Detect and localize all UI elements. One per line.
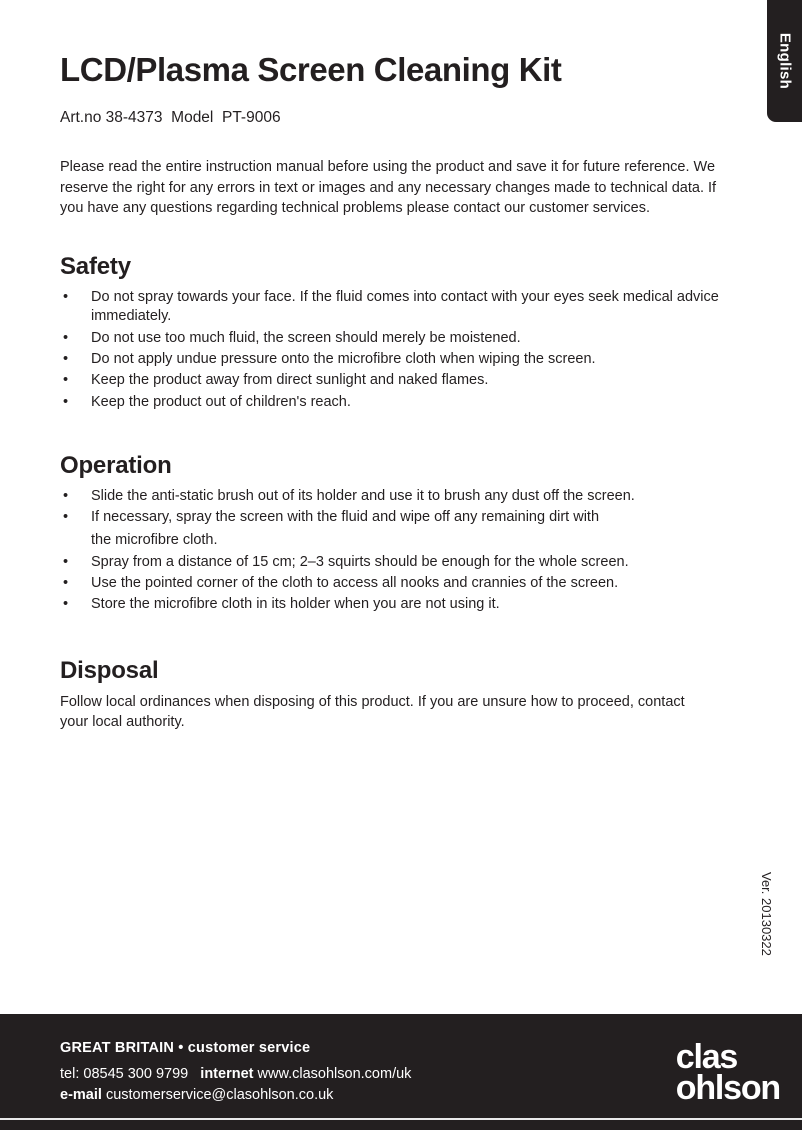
logo-line-2: ohlson (675, 1069, 780, 1108)
footer-contact-block (60, 1040, 411, 1105)
section-operation (60, 414, 750, 615)
article-model-line: Art.no 38-4373 Model PT-9006 (60, 108, 281, 126)
list-item (60, 595, 750, 614)
footer-bottom-rule (0, 1118, 802, 1120)
list-item-text: Do not apply undue pressure onto the microfibre cloth when wiping the screen. (91, 351, 596, 367)
footer-tel-line (60, 1064, 411, 1085)
list-item (60, 574, 750, 593)
language-tab-english (767, 0, 802, 122)
list-item-text: Do not use too much fluid, the screen should merely be moistened. (91, 329, 521, 346)
safety-bullet-list (60, 288, 750, 412)
bullet-icon: • (63, 372, 69, 389)
email-value[interactable]: customerservice@clasohlson.co.uk (105, 1086, 334, 1103)
list-item (60, 487, 750, 506)
list-item (60, 508, 750, 551)
list-item (60, 371, 750, 390)
list-item-continuation: the microfibre cloth. (91, 532, 218, 549)
intro-paragraph: Please read the entire instruction manual before using the product and save it for future reference. We reserve the right for any errors in text or images and any necessary changes made to technical data. If you have any questions regarding technical problems please contact our customer services. (60, 158, 717, 217)
tel-value: 08545 300 9799 (83, 1066, 189, 1082)
list-item-text: Keep the product away from direct sunlight and naked flames. (91, 372, 489, 389)
internet-label: internet (200, 1066, 254, 1082)
list-item-text: Store the microfibre cloth in its holder when you are not using it. (91, 596, 500, 613)
list-item-text: If necessary, spray the screen with the fluid and wipe off any remaining dirt with (91, 509, 600, 526)
list-item-text: Use the pointed corner of the cloth to access all nooks and crannies of the screen. (91, 574, 619, 591)
section-heading-operation: Operation (60, 451, 172, 479)
disposal-paragraph: Follow local ordinances when disposing of this product. If you are unsure how to proceed, contact your local authority. (60, 693, 685, 730)
section-heading-safety: Safety (60, 253, 131, 281)
bullet-icon: • (63, 351, 69, 367)
bullet-icon: • (63, 329, 69, 346)
list-item (60, 393, 750, 412)
bullet-icon: • (63, 596, 69, 613)
list-item (60, 288, 750, 327)
footer-bar (0, 1014, 802, 1130)
operation-bullet-list (60, 487, 750, 615)
bullet-icon: • (63, 509, 69, 526)
list-item (60, 329, 750, 348)
clas-ohlson-logo (675, 1038, 780, 1108)
footer-country-line: GREAT BRITAIN • customer service (60, 1040, 311, 1056)
bullet-icon: • (63, 289, 69, 306)
list-item (60, 553, 750, 572)
version-marker (756, 872, 776, 1002)
language-tab-label: English (776, 32, 793, 90)
list-item-text: Keep the product out of children's reach. (91, 393, 351, 410)
logo-line-1: clas (675, 1038, 738, 1076)
email-label: e-mail (60, 1086, 102, 1103)
list-item-text: Slide the anti-static brush out of its holder and use it to brush any dust off the screen. (91, 487, 635, 504)
list-item (60, 350, 750, 369)
section-heading-disposal: Disposal (60, 656, 159, 684)
page-title: LCD/Plasma Screen Cleaning Kit (60, 51, 562, 88)
section-disposal (60, 617, 750, 733)
version-text: Ver. 20130322 (759, 872, 774, 956)
list-item-text: Do not spray towards your face. If the fluid comes into contact with your eyes seek medical advice immediately. (91, 289, 719, 325)
bullet-icon: • (63, 574, 69, 591)
document-content (60, 0, 750, 732)
bullet-icon: • (63, 393, 69, 410)
section-safety (60, 219, 750, 412)
bullet-icon: • (63, 553, 69, 570)
tel-label: tel: (60, 1066, 80, 1082)
footer-email-line (60, 1085, 411, 1106)
internet-value[interactable]: www.clasohlson.com/uk (257, 1066, 412, 1082)
bullet-icon: • (63, 487, 69, 504)
list-item-text: Spray from a distance of 15 cm; 2–3 squirts should be enough for the whole screen. (91, 553, 629, 570)
